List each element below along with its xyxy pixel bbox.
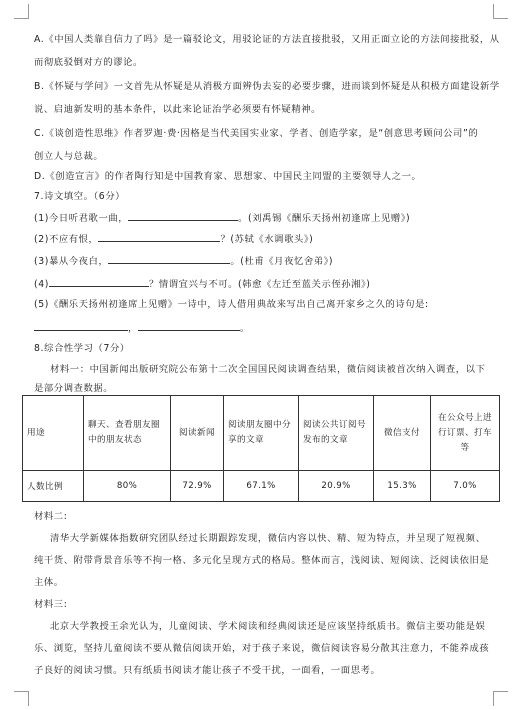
poem-item-3-text: (3)暴从今夜白， [34, 256, 109, 267]
table-row-label: 人数比例 [23, 471, 84, 502]
poem-item-5-separator: ， [128, 323, 138, 334]
option-d-line: D.《创造宣言》的作者陶行知是中国教育家、思想家、中国民主同盟的主要领导人之一。 [34, 171, 422, 182]
poem-item-4-source: ？情谓宜兴与不可。(韩愈《左迁至蓝关示侄孙湘》) [148, 279, 371, 290]
table-cell: 15.3% [374, 471, 431, 502]
material-1-line1: 材料一：中国新闻出版研究院公布第十二次全国国民阅读调查结果，微信阅读被首次纳入调查，以下 [50, 364, 486, 375]
page-corner-mark [493, 691, 508, 706]
poem-item-3-source: 。(杜甫《月夜忆舍弟》) [230, 256, 334, 267]
option-a-line2: 而彻底驳倒对方的谬论。 [34, 57, 143, 68]
answer-blank[interactable] [34, 321, 128, 331]
answer-blank[interactable] [108, 254, 230, 264]
poem-item-4-text: (4) [34, 279, 49, 290]
material-3-line2: 乐、浏览，坚持儿童阅读不要从微信阅读开始，对于孩子来说，微信阅读容易分散其注意力，不能养成孩 [34, 643, 490, 654]
table-cell: 7.0% [431, 471, 500, 502]
poem-item-1-text: (1)今日听君歌一曲， [34, 213, 129, 224]
table-header-cell: 聊天、查看朋友圈中的朋友状态 [84, 396, 171, 471]
table-header-cell: 用途 [23, 396, 84, 471]
poem-item-1-source: 。(刘禹锡《酬乐天扬州初逢席上见赠》) [238, 213, 411, 224]
material-2-line3: 主体。 [34, 577, 64, 588]
poem-item-4 [34, 277, 371, 291]
answer-blank[interactable] [98, 232, 220, 242]
poem-item-1 [34, 211, 410, 225]
question-7-title: 7.诗文填空。（6分） [34, 191, 126, 202]
table-cell: 20.9% [299, 471, 374, 502]
poem-item-2-source: ？(苏轼《水调歌头》) [220, 234, 314, 245]
option-b-line1: B.《怀疑与学问》一文首先从怀疑是从消极方面辨伪去妄的必要步骤，进而谈到怀疑是从积极方面建设新学 [34, 81, 500, 92]
page-corner-mark [14, 4, 29, 19]
survey-data-table [22, 395, 500, 502]
material-2-label: 材料二: [34, 511, 68, 522]
option-c-line2: 创立人与总裁。 [34, 151, 104, 162]
table-cell: 80% [84, 471, 171, 502]
table-header-cell: 微信支付 [374, 396, 431, 471]
material-3-line1: 北京大学教授王余光认为，儿童阅读、学术阅读和经典阅读还是应该坚持纸质书。微信主要功能是娱 [50, 621, 486, 632]
option-c-line1: C.《谈创造性思维》作者罗迦·费·因格是当代美国实业家、学者、创造学家，是“创意思考顾问公司”的 [34, 128, 479, 139]
poem-item-5-end: 。 [239, 323, 250, 334]
table-cell: 72.9% [171, 471, 224, 502]
table-header-cell: 在公众号上进行订票、打车等 [431, 396, 500, 471]
material-2-line2: 纯干货、附带背景音乐等不拘一格、多元化呈现方式的格局。整体而言，浅阅读、短阅读、泛阅读依旧是 [34, 555, 490, 566]
table-cell: 67.1% [224, 471, 299, 502]
poem-item-5: (5)《酬乐天扬州初逢席上见赠》一诗中，诗人借用典故来写出自己离开家乡之久的诗句是: [34, 299, 429, 310]
answer-blank[interactable] [49, 277, 149, 287]
table-header-row [23, 396, 500, 471]
material-3-line3: 子良好的阅读习惯。只有纸质书阅读才能让孩子不受干扰，一面看，一面思考。 [34, 665, 381, 676]
poem-item-3 [34, 254, 333, 268]
poem-item-2 [34, 232, 313, 246]
page-corner-mark [493, 4, 508, 19]
table-header-cell: 阅读朋友圈中分享的文章 [224, 396, 299, 471]
table-header-cell: 阅读公共订阅号发布的文章 [299, 396, 374, 471]
question-8-title: 8.综合性学习（7分） [34, 343, 130, 354]
page-corner-mark [14, 691, 29, 706]
material-2-line1: 清华大学新媒体指数研究团队经过长期跟踪发现，微信内容以快、精、短为特点，并呈现了短视频、 [50, 533, 486, 544]
material-1-line2: 是部分调查数据。 [34, 383, 114, 394]
poem-item-2-text: (2)不应有恨， [34, 234, 99, 245]
table-header-cell: 阅读新闻 [171, 396, 224, 471]
poem-item-5-answer [34, 321, 250, 335]
answer-blank[interactable] [138, 321, 240, 331]
material-3-label: 材料三: [34, 599, 68, 610]
option-a-line1: A.《中国人类靠自信力了吗》是一篇驳论文，用驳论证的方法直接批驳，又用正面立论的方法间接批驳，从 [34, 34, 500, 45]
table-row [23, 471, 500, 502]
option-b-line2: 说、启迪新发明的基本条件，以此来论证治学必须要有怀疑精神。 [34, 104, 322, 115]
answer-blank[interactable] [128, 211, 238, 221]
